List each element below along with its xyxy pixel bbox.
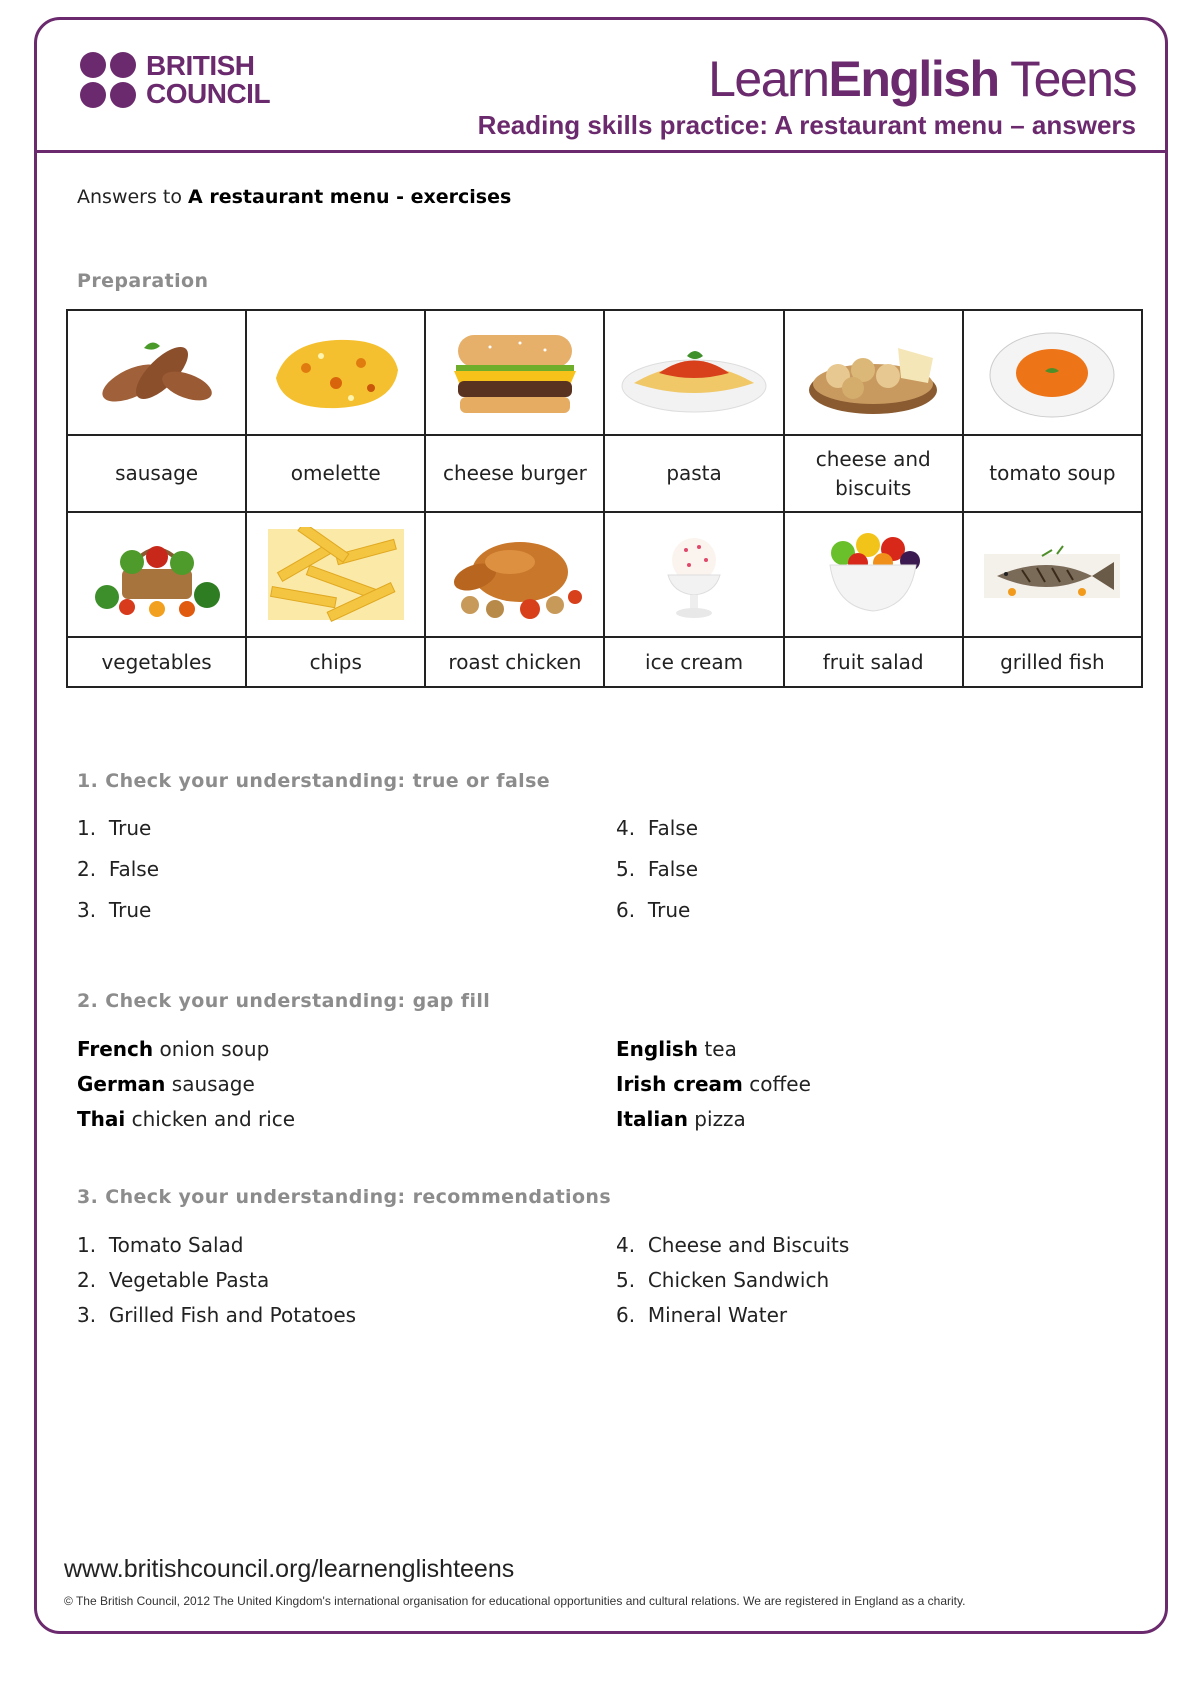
pasta-image (619, 328, 769, 418)
omelette-image (266, 328, 406, 418)
chips-image (266, 527, 406, 622)
list-item: Irish cream coffee (616, 1072, 811, 1096)
section1-right-list (616, 808, 698, 931)
preparation-heading: Preparation (77, 270, 209, 292)
food-label: ice cream (604, 637, 783, 687)
image-row (67, 310, 1142, 435)
list-item: 5. Chicken Sandwich (616, 1268, 830, 1292)
section2-heading: 2. Check your understanding: gap fill (77, 990, 491, 1012)
list-item: 3. Grilled Fish and Potatoes (77, 1303, 357, 1327)
list-item: 3. True (77, 898, 152, 922)
list-item: Italian pizza (616, 1107, 746, 1131)
list-item: German sausage (77, 1072, 255, 1096)
section3-right-list (616, 1228, 849, 1333)
list-item: 1. Tomato Salad (77, 1233, 244, 1257)
food-label: cheese burger (425, 435, 604, 512)
sausage-image (92, 328, 222, 418)
fruit-salad-image (818, 525, 928, 625)
list-item: 5. False (616, 857, 699, 881)
food-label: chips (246, 637, 425, 687)
list-item: Thai chicken and rice (77, 1107, 296, 1131)
label-row (67, 637, 1142, 687)
list-item: 6. True (616, 898, 691, 922)
image-row (67, 512, 1142, 637)
section1-left-list (77, 808, 159, 931)
label-row (67, 435, 1142, 512)
section1-heading: 1. Check your understanding: true or false (77, 770, 551, 792)
food-label: grilled fish (963, 637, 1142, 687)
food-label: sausage (67, 435, 246, 512)
list-item: French onion soup (77, 1037, 270, 1061)
page-frame (34, 17, 1168, 1634)
food-label: vegetables (67, 637, 246, 687)
section3-left-list (77, 1228, 356, 1333)
footer-copyright: © The British Council, 2012 The United Kingdom's international organisation for educational opportunities and cultural relations. We are registered in England as a charity. (64, 1594, 966, 1608)
british-council-wordmark: BRITISH COUNCIL (146, 50, 271, 109)
list-item: English tea (616, 1037, 737, 1061)
list-item: 4. Cheese and Biscuits (616, 1233, 850, 1257)
grilled-fish-image (982, 540, 1122, 610)
section2-left-list (77, 1032, 295, 1137)
roast-chicken-image (440, 527, 590, 622)
vegetables-image (87, 527, 227, 622)
british-council-dots-icon (80, 52, 138, 110)
cheese-burger-image (440, 325, 590, 420)
cheese-and-biscuits-image (803, 328, 943, 418)
list-item: 2. False (77, 857, 160, 881)
header-divider (37, 150, 1165, 153)
food-vocabulary-table (66, 309, 1143, 688)
document-title: Reading skills practice: A restaurant menu – answers (477, 110, 1136, 140)
food-label: fruit salad (784, 637, 963, 687)
intro-line: Answers to A restaurant menu - exercises (77, 186, 512, 208)
list-item: 4. False (616, 816, 699, 840)
food-label: pasta (604, 435, 783, 512)
food-label: omelette (246, 435, 425, 512)
tomato-soup-image (987, 325, 1117, 420)
list-item: 6. Mineral Water (616, 1303, 788, 1327)
british-council-logo (80, 50, 290, 112)
footer-url-link[interactable]: www.britishcouncil.org/learnenglishteens (64, 1555, 515, 1583)
food-label: roast chicken (425, 637, 604, 687)
list-item: 2. Vegetable Pasta (77, 1268, 270, 1292)
learnenglish-teens-logo: LearnEnglish Teens (708, 51, 1136, 107)
list-item: 1. True (77, 816, 152, 840)
ice-cream-image (654, 525, 734, 625)
food-label: tomato soup (963, 435, 1142, 512)
section3-heading: 3. Check your understanding: recommendations (77, 1186, 612, 1208)
section2-right-list (616, 1032, 811, 1137)
food-label: cheese and biscuits (784, 435, 963, 512)
